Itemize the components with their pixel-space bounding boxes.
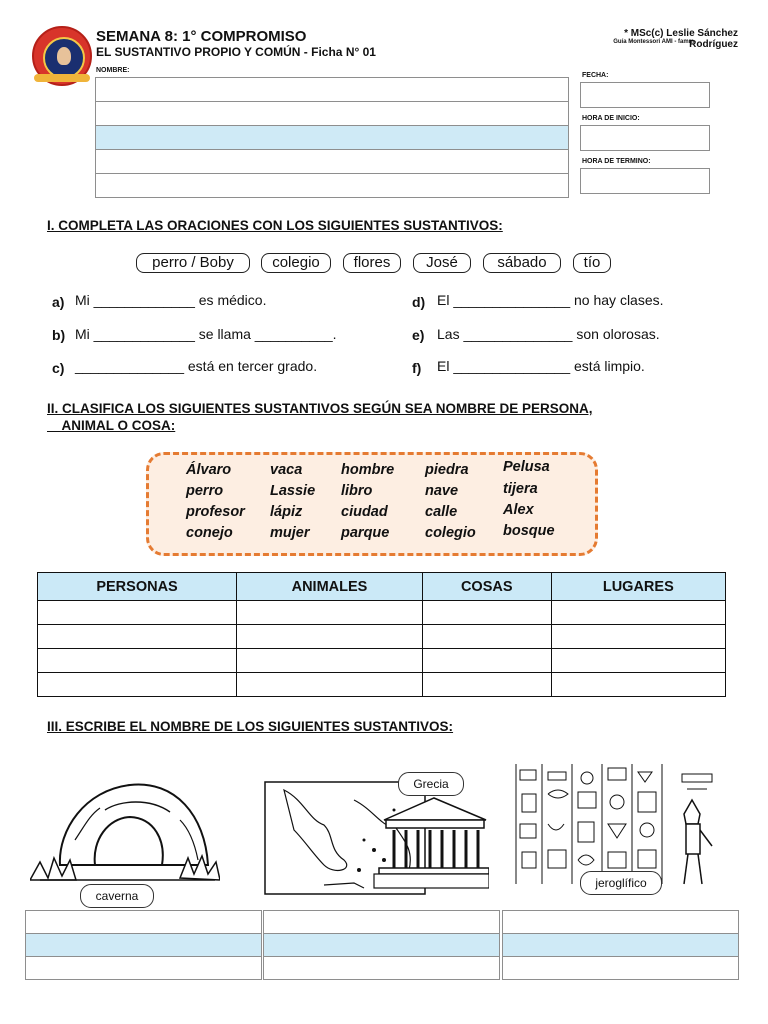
answer-cell[interactable]: [422, 649, 551, 673]
end-time-label: HORA DE TERMINO:: [582, 158, 651, 165]
date-label: FECHA:: [582, 72, 609, 79]
school-logo: [32, 26, 92, 86]
noun-word: tijera: [503, 481, 538, 497]
noun-word: parque: [341, 525, 390, 541]
section-2-title: II. CLASIFICA LOS SIGUIENTES SUSTANTIVOS SEGÚN SEA NOMBRE DE PERSONA,: [47, 401, 593, 416]
sentence-letter: b): [52, 327, 66, 343]
answer-cell[interactable]: [551, 625, 725, 649]
sentence-text[interactable]: El _______________ está limpio.: [437, 358, 645, 374]
name-label: NOMBRE:: [96, 67, 130, 74]
sentence-letter: a): [52, 294, 65, 310]
word-chip: sábado: [483, 253, 561, 273]
start-time-field[interactable]: [580, 125, 710, 151]
noun-word: vaca: [270, 462, 303, 478]
sentence-text[interactable]: Las ______________ son olorosas.: [437, 326, 660, 342]
word-chip: José: [413, 253, 471, 273]
sentence-text[interactable]: ______________ está en tercer grado.: [75, 358, 318, 374]
answer-cell[interactable]: [38, 601, 237, 625]
author-affiliation: Guía Montessori AMI - famm: [613, 39, 694, 45]
section-2-title-cont: ANIMAL O COSA:: [47, 418, 176, 433]
noun-word: Álvaro: [186, 462, 232, 478]
cave-illustration: [30, 770, 220, 900]
noun-word: mujer: [270, 525, 310, 541]
date-field[interactable]: [580, 82, 710, 108]
image-label-grecia: Grecia: [398, 772, 464, 796]
answer-box-jeroglifico[interactable]: [502, 910, 739, 980]
answer-box-grecia[interactable]: [263, 910, 500, 980]
classification-table: [37, 572, 726, 697]
table-row: [38, 601, 726, 625]
sentence-text[interactable]: El _______________ no hay clases.: [437, 292, 664, 308]
sentence-letter: e): [412, 327, 425, 343]
answer-cell[interactable]: [551, 601, 725, 625]
answer-cell[interactable]: [237, 649, 423, 673]
noun-word: calle: [425, 504, 458, 520]
noun-word: bosque: [503, 523, 555, 539]
column-header-lugares: LUGARES: [551, 573, 725, 601]
noun-word: Pelusa: [503, 459, 550, 475]
section-1-title: I. COMPLETA LAS ORACIONES CON LOS SIGUIENTES SUSTANTIVOS:: [47, 218, 503, 233]
word-chip: tío: [573, 253, 611, 273]
noun-word: libro: [341, 483, 373, 499]
end-time-field[interactable]: [580, 168, 710, 194]
sentence-text[interactable]: Mi _____________ es médico.: [75, 292, 267, 308]
noun-word: ciudad: [341, 504, 388, 520]
sentence-text[interactable]: Mi _____________ se llama __________.: [75, 326, 337, 342]
column-header-animales: ANIMALES: [237, 573, 423, 601]
answer-box-caverna[interactable]: [25, 910, 262, 980]
answer-cell[interactable]: [38, 625, 237, 649]
noun-word: lápiz: [270, 504, 303, 520]
noun-word: profesor: [186, 504, 245, 520]
answer-cell[interactable]: [422, 601, 551, 625]
name-field[interactable]: [95, 77, 569, 198]
noun-word: nave: [425, 483, 459, 499]
answer-cell[interactable]: [237, 625, 423, 649]
image-label-caverna: caverna: [80, 884, 154, 908]
sentence-letter: f): [412, 360, 422, 376]
answer-cell[interactable]: [237, 673, 423, 697]
noun-word: piedra: [425, 462, 469, 478]
answer-cell[interactable]: [38, 649, 237, 673]
noun-word: Alex: [503, 502, 534, 518]
sentence-letter: c): [52, 360, 65, 376]
start-time-label: HORA DE INICIO:: [582, 115, 640, 122]
word-chip: flores: [343, 253, 401, 273]
noun-word: conejo: [186, 525, 233, 541]
table-row: [38, 625, 726, 649]
author-name: * MSc(c) Leslie Sánchez Rodríguez: [624, 28, 738, 50]
answer-cell[interactable]: [422, 625, 551, 649]
table-row: [38, 649, 726, 673]
word-chip: perro / Boby: [136, 253, 250, 273]
answer-cell[interactable]: [551, 673, 725, 697]
table-row: [38, 673, 726, 697]
noun-word: colegio: [425, 525, 476, 541]
word-chip: colegio: [261, 253, 331, 273]
noun-word: hombre: [341, 462, 395, 478]
noun-word: perro: [186, 483, 224, 499]
column-header-cosas: COSAS: [422, 573, 551, 601]
greece-illustration: [264, 780, 489, 895]
page-subtitle: EL SUSTANTIVO PROPIO Y COMÚN - Ficha N° 01: [96, 45, 376, 59]
section-3-title: III. ESCRIBE EL NOMBRE DE LOS SIGUIENTES SUSTANTIVOS:: [47, 719, 454, 734]
answer-cell[interactable]: [237, 601, 423, 625]
answer-cell[interactable]: [38, 673, 237, 697]
sentence-letter: d): [412, 294, 426, 310]
answer-cell[interactable]: [422, 673, 551, 697]
image-label-jeroglifico: jeroglífico: [580, 871, 662, 895]
noun-word: Lassie: [270, 483, 316, 499]
column-header-personas: PERSONAS: [38, 573, 237, 601]
page-title: SEMANA 8: 1° COMPROMISO: [96, 28, 307, 45]
answer-cell[interactable]: [551, 649, 725, 673]
